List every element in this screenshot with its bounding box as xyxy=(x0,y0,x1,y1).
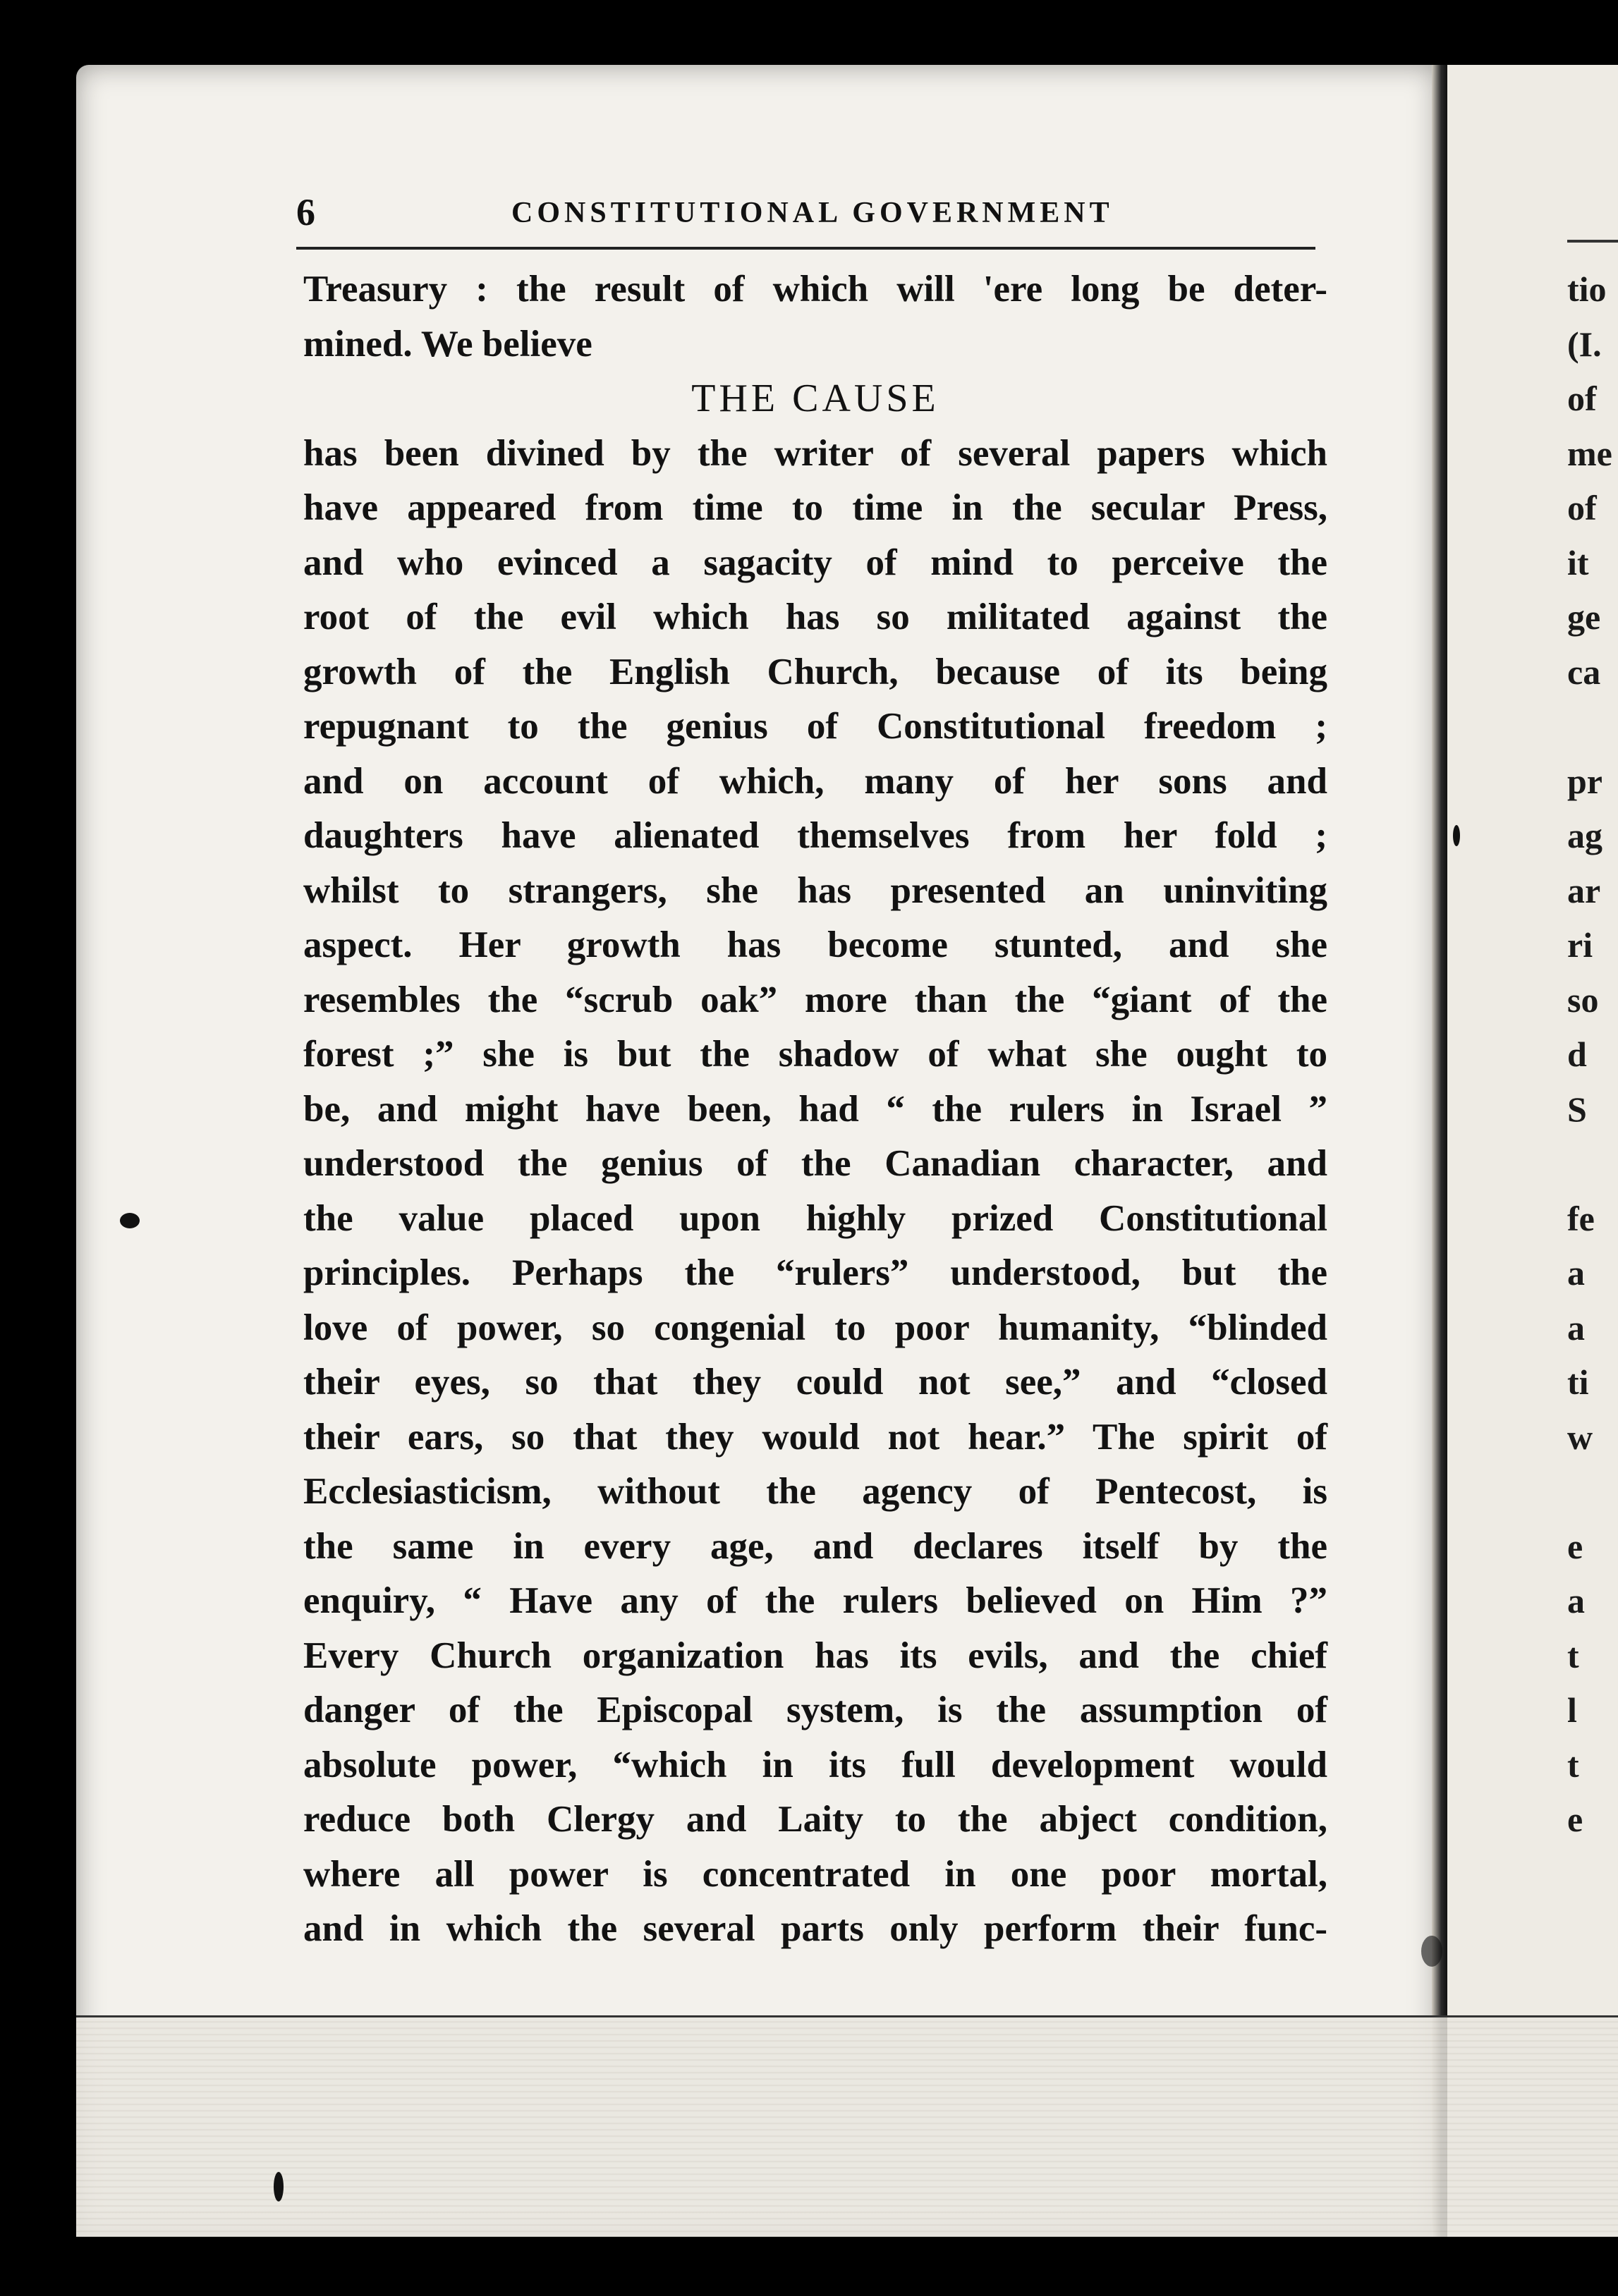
body-text xyxy=(303,262,1327,1957)
bottom-scan-line xyxy=(76,2015,1618,2017)
text-line: and who evinced a sagacity of mind to perceive the xyxy=(303,542,1327,583)
facing-fragment xyxy=(1567,1137,1618,1192)
facing-fragment: S xyxy=(1567,1089,1587,1129)
facing-fragment: w xyxy=(1567,1417,1593,1457)
book-gutter xyxy=(1432,65,1447,2237)
facing-fragment: (I. xyxy=(1567,324,1602,364)
text-line: root of the evil which has so militated against the xyxy=(303,597,1327,637)
facing-fragment: d xyxy=(1567,1034,1587,1074)
facing-fragment: e xyxy=(1567,1526,1583,1566)
facing-fragment: ca xyxy=(1567,652,1601,692)
text-line: mined. We believe xyxy=(303,323,592,365)
ink-speck xyxy=(1453,825,1460,846)
running-head: CONSTITUTIONAL GOVERNMENT xyxy=(511,197,1114,229)
text-line: forest ;” she is but the shadow of what she ought to xyxy=(303,1034,1327,1075)
page-header xyxy=(296,190,1315,247)
text-line: have appeared from time to time in the secular Press, xyxy=(303,487,1327,528)
text-line: growth of the English Church, because of its being xyxy=(303,651,1327,692)
facing-fragment: me xyxy=(1567,433,1612,473)
ink-speck xyxy=(1421,1936,1442,1967)
text-line: where all power is concentrated in one poor mortal, xyxy=(303,1853,1327,1895)
text-line: principles. Perhaps the “rulers” understood, but the xyxy=(303,1252,1327,1293)
text-line: danger of the Episcopal system, is the assumption of xyxy=(303,1690,1327,1730)
facing-fragment: ag xyxy=(1567,816,1602,855)
facing-fragment: ti xyxy=(1567,1362,1589,1402)
text-line: daughters have alienated themselves from her fold ; xyxy=(303,815,1327,856)
text-line: reduce both Clergy and Laity to the abject condition, xyxy=(303,1799,1327,1840)
facing-page-header-rule xyxy=(1567,240,1618,243)
facing-fragment: so xyxy=(1567,979,1599,1020)
facing-fragment: a xyxy=(1567,1253,1585,1293)
text-line: understood the genius of the Canadian character, and xyxy=(303,1143,1327,1184)
header-rule xyxy=(296,247,1315,250)
text-line: and in which the several parts only perform their func- xyxy=(303,1908,1327,1949)
page-number: 6 xyxy=(296,191,315,233)
text-line: Treasury : the result of which will 'ere long be deter- xyxy=(303,269,1327,310)
facing-fragment: fe xyxy=(1567,1198,1595,1238)
ink-speck xyxy=(274,2172,284,2202)
facing-fragment: t xyxy=(1567,1635,1579,1675)
section-heading: THE CAUSE xyxy=(691,377,939,420)
facing-fragment xyxy=(1567,700,1618,755)
facing-fragment: t xyxy=(1567,1745,1579,1785)
facing-fragment: ge xyxy=(1567,597,1601,637)
facing-fragment: ri xyxy=(1567,925,1593,965)
facing-fragment: a xyxy=(1567,1581,1585,1620)
text-line: repugnant to the genius of Constitutional freedom ; xyxy=(303,706,1327,747)
text-line: aspect. Her growth has become stunted, and she xyxy=(303,924,1327,965)
text-line: their eyes, so that they could not see,” and “closed xyxy=(303,1362,1327,1403)
text-line: resembles the “scrub oak” more than the “giant of the xyxy=(303,979,1327,1020)
facing-fragment: pr xyxy=(1567,761,1602,801)
text-line: the same in every age, and declares itself by the xyxy=(303,1525,1327,1567)
text-line: love of power, so congenial to poor humanity, “blinded xyxy=(303,1307,1327,1348)
facing-fragment: tio xyxy=(1567,269,1607,309)
text-line: absolute power, “which in its full development would xyxy=(303,1744,1327,1785)
facing-fragment: e xyxy=(1567,1800,1583,1839)
text-line: Ecclesiasticism, without the agency of Pentecost, is xyxy=(303,1471,1327,1512)
text-line: be, and might have been, had “ the rulers in Israel ” xyxy=(303,1088,1327,1130)
facing-fragment: it xyxy=(1567,542,1589,582)
text-line: has been divined by the writer of several papers which xyxy=(303,432,1327,474)
bottom-margin-scan-artifact xyxy=(76,2017,1618,2237)
text-line: and on account of which, many of her sons and xyxy=(303,760,1327,802)
facing-fragment: of xyxy=(1567,488,1597,527)
facing-fragment: of xyxy=(1567,379,1597,418)
facing-fragment: l xyxy=(1567,1690,1577,1730)
ink-speck xyxy=(120,1213,140,1228)
facing-fragment xyxy=(1567,1465,1618,1520)
text-line: Every Church organization has its evils, and the chief xyxy=(303,1635,1327,1676)
facing-fragment: a xyxy=(1567,1307,1585,1348)
text-line: whilst to strangers, she has presented an uninviting xyxy=(303,869,1327,911)
text-line: their ears, so that they would not hear.” The spirit of xyxy=(303,1416,1327,1458)
facing-page-text-fragments xyxy=(1567,262,1618,1848)
text-line: the value placed upon highly prized Constitutional xyxy=(303,1197,1327,1239)
facing-fragment: ar xyxy=(1567,870,1601,910)
text-line: enquiry, “ Have any of the rulers believed on Him ?” xyxy=(303,1580,1327,1621)
